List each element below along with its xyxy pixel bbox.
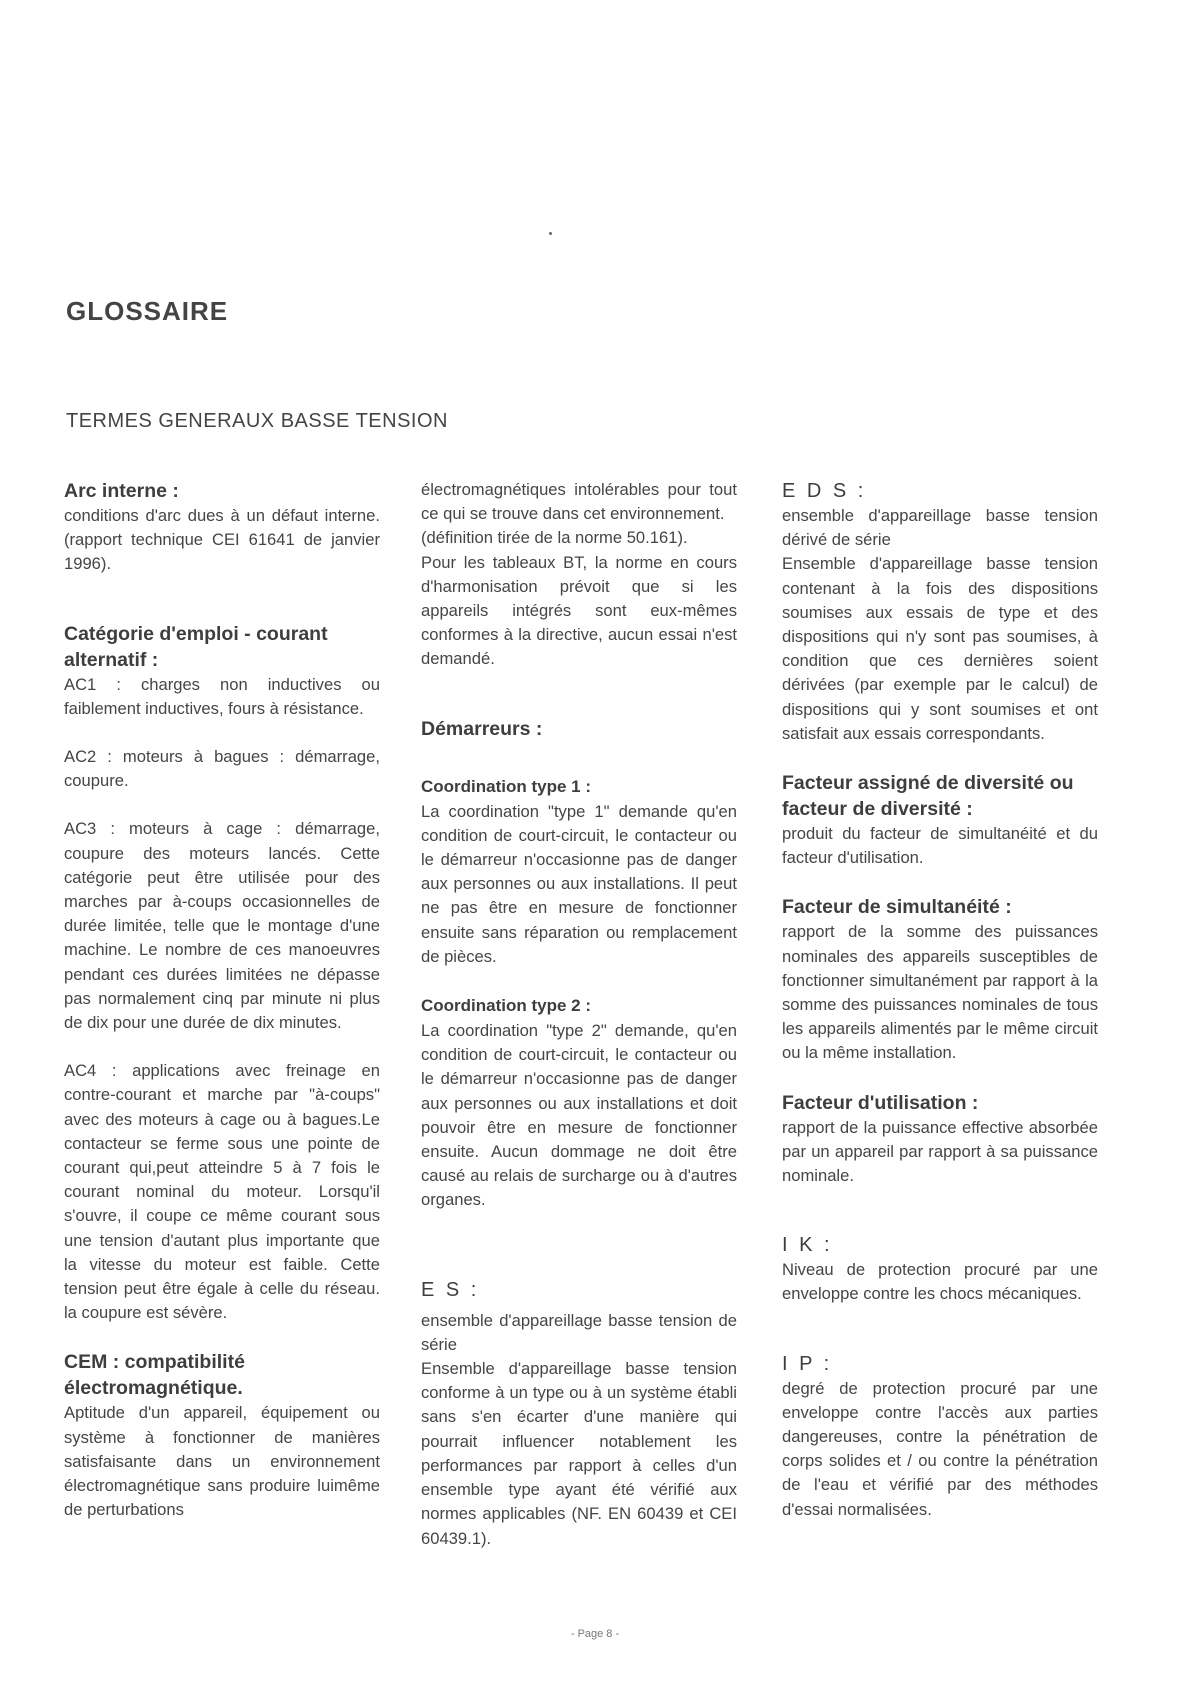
code-ac2: AC2 (64, 747, 97, 767)
term-eds: E D S : (782, 480, 867, 502)
definition-ac4 (64, 1059, 380, 1325)
term-categorie-emploi: Catégorie d'emploi - courant alternatif : (64, 622, 328, 671)
definition-facteur-utilisation: rapport de la puissance effective absorbée par un appareil par rapport à sa puissance nominale. (782, 1117, 1098, 1186)
code-ac4: AC4 (64, 1061, 97, 1081)
definition-arc-interne: conditions d'arc dues à un défaut interne. (rapport technique CEI 61641 de janvier 1996). (64, 506, 380, 574)
text-ac2: : moteurs à bagues : démarrage, coupure. (64, 747, 380, 791)
definition-coordination-type-1: La coordination "type 1" demande qu'en condition de court-circuit, le contacteur ou le démarreur n'occasionne pas de danger aux personnes ou aux installations. Il peut ne pas être en mesure de fonctionner ensuite sans réparation ou remplacement de pièces. (421, 801, 737, 966)
column-1 (64, 478, 380, 1523)
definition-cem-continued: électromagnétiques intolérables pour tout ce qui se trouve dans cet environnement. (421, 480, 737, 524)
text-ac1: : charges non inductives ou faiblement inductives, fours à résistance. (64, 674, 380, 718)
term-es: E S : (421, 1278, 480, 1301)
subtitle-es: ensemble d'appareillage basse tension de série (421, 1310, 737, 1354)
term-coordination-type-1: Coordination type 1 : (421, 776, 591, 796)
term-arc-interne: Arc interne : (64, 480, 179, 502)
term-ip: I P : (782, 1352, 833, 1375)
definition-ac2 (64, 745, 380, 793)
definition-facteur-diversite: produit du facteur de simultanéité et du facteur d'utilisation. (782, 824, 1098, 868)
definition-cem-note: Pour les tableaux BT, la norme en cours d'harmonisation prévoit que si les appareils intégrés sont eux-mêmes conformes à la directive, aucun essai n'est demandé. (421, 552, 737, 669)
term-ik: I K : (782, 1234, 833, 1257)
subtitle-eds: ensemble d'appareillage basse tension dérivé de série (782, 506, 1098, 550)
term-demarreurs: Démarreurs : (421, 717, 543, 740)
definition-cem-source: (définition tirée de la norme 50.161). (421, 528, 688, 548)
definition-es: Ensemble d'appareillage basse tension conforme à un type ou à un système établi sans s'en écarter d'une manière qui pourrait influencer notablement les performances par rapport à celles d'un ensemble type ayant été vérifié aux normes applicables (NF. EN 60439 et CEI 60439.1). (421, 1359, 737, 1548)
page-title: GLOSSAIRE (66, 296, 229, 326)
definition-ac3 (64, 817, 380, 1035)
definition-coordination-type-2: La coordination "type 2" demande, qu'en condition de court-circuit, le contacteur ou le démarreur n'occasionne pas de danger aux personnes ou aux installations et doit pouvoir être en mesure de fonctionner ensuite. Aucun dommage ne doit être causé au relais de surcharge ou à d'autres organes. (421, 1021, 737, 1210)
column-3 (782, 478, 1098, 1522)
column-2 (421, 478, 737, 1551)
definition-ip: degré de protection procuré par une enveloppe contre l'accès aux parties dangereuses, contre la pénétration de corps solides et / ou contre la pénétration de l'eau et vérifié par des méthodes d'essai normalisées. (782, 1378, 1098, 1519)
term-facteur-utilisation: Facteur d'utilisation : (782, 1091, 979, 1114)
term-facteur-diversite: Facteur assigné de diversité ou facteur de diversité : (782, 772, 1074, 821)
code-ac3: AC3 (64, 819, 97, 839)
term-facteur-simultaneite: Facteur de simultanéité : (782, 896, 1012, 919)
text-ac3: : moteurs à cage : démarrage, coupure des moteurs lancés. Cette catégorie peut être utilisée pour des marches par à-coups occasionnelles de durée limitée, telle que le montage d'une machine. Le nombre de ces manoeuvres pendant ces durées limitées ne dépasse pas normalement cinq par minute ni plus de dix pour une durée de dix minutes. (64, 819, 380, 1033)
definition-ac1 (64, 673, 380, 721)
text-ac4: : applications avec freinage en contre-courant et marche par "à-coups" avec des moteurs à cage ou à bagues.Le contacteur se ferme sous une pointe de courant qui,peut atteindre 5 à 7 fois le courant nominal du moteur. Lorsqu'il s'ouvre, il coupe ce même courant sous une tension d'autant plus importante que la vitesse du moteur est faible. Cette tension peut être égale à celle du réseau. la coupure est sévère. (64, 1061, 380, 1323)
code-ac1: AC1 (64, 674, 97, 694)
page-number: - Page 8 - (570, 1628, 620, 1640)
section-subtitle: TERMES GENERAUX BASSE TENSION (66, 410, 448, 432)
definition-ik: Niveau de protection procuré par une enveloppe contre les chocs mécaniques. (782, 1260, 1098, 1304)
term-coordination-type-2: Coordination type 2 : (421, 996, 591, 1016)
term-cem: CEM : compatibilité électromagnétique. (64, 1351, 245, 1400)
definition-facteur-simultaneite: rapport de la somme des puissances nominales des appareils susceptibles de fonctionner simultanément par rapport à la somme des puissances nominales de tous les appareils alimentés par le même circuit ou la même installation. (782, 922, 1098, 1063)
scan-speck (549, 232, 552, 235)
definition-eds: Ensemble d'appareillage basse tension contenant à la fois des dispositions soumises aux essais de type et des dispositions qui n'y sont pas soumises, à condition que ces dernières soient dérivées (par exemple par le calcul) de dispositions qui y sont soumises et ont satisfait aux essais correspondants. (782, 554, 1098, 743)
definition-cem: Aptitude d'un appareil, équipement ou système à fonctionner de manières satisfaisante dans un environnement électromagnétique sans produire luimême de perturbations (64, 1403, 380, 1520)
